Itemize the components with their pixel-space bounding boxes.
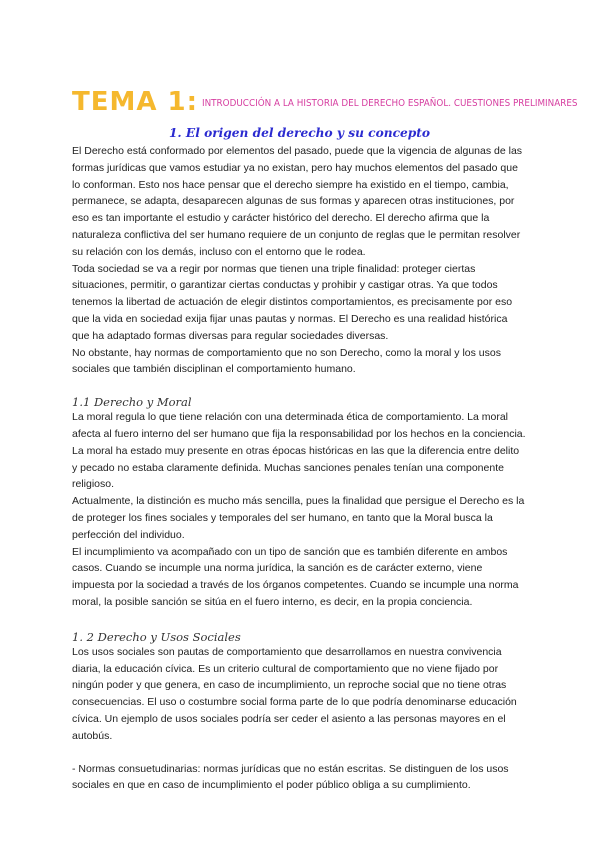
section-1-1-paragraph-2: Actualmente, la distinción es mucho más sencilla, pues la finalidad que persigue el Derecho es la de proteger los fines sociales y temporales del ser humano, en tanto que la Moral busca la perfección del individuo. bbox=[72, 495, 525, 541]
spacer bbox=[72, 378, 527, 395]
section-1-heading: 1. El origen del derecho y su concepto bbox=[168, 126, 431, 140]
section-1-1-paragraph-3: El incumplimiento va acompañado con un tipo de sanción que es también diferente en ambos casos. Cuando se incumple una norma jurídica, la sanción es de carácter externo, viene impuesta por la sociedad a través de los órganos competentes. Cuando se incumple una norma moral, la posible sanción se sitúa en el fuero interno, es decir, en la propia conciencia. bbox=[72, 545, 519, 608]
section-1-1-paragraph-1: La moral regula lo que tiene relación con una determinada ética de comportamiento. La moral afecta al fuero interno del ser humano que fija la responsabilidad por los hechos en la conciencia. La moral ha estado muy presente en otras épocas históricas en las que la diferencia entre delito y pecado no estaba claramente definida. Muchas sanciones penales tenían una componente religioso. bbox=[72, 411, 526, 491]
title-main: TEMA 1: bbox=[72, 87, 199, 117]
title-subtitle: INTRODUCCIÓN A LA HISTORIA DEL DERECHO ESPAÑOL. CUESTIONES PRELIMINARES bbox=[202, 98, 578, 109]
section-1-1-heading: 1.1 Derecho y Moral bbox=[72, 395, 192, 410]
section-1-2-paragraph-1: Los usos sociales son pautas de comportamiento que desarrollamos en nuestra convivencia diaria, la educación cívica. Es un criterio cultural de comportamiento que no viene fijado por ningún poder y que genera, en caso de incumplimiento, un reproche social que no tiene otras consecuencias. El uso o costumbre social forma parte de lo que podría denominarse educación cívica. Un ejemplo de usos sociales podría ser ceder el asiento a las personas mayores en el autobús. bbox=[72, 645, 517, 742]
section-1-2-heading: 1. 2 Derecho y Usos Sociales bbox=[72, 629, 241, 644]
section-1-paragraph-3: No obstante, hay normas de comportamiento que no son Derecho, como la moral y los usos sociales que también disciplinan el comportamiento humano. bbox=[72, 346, 501, 376]
spacer bbox=[72, 611, 527, 630]
document-title bbox=[72, 87, 578, 120]
section-1-paragraph-1: El Derecho está conformado por elementos del pasado, puede que la vigencia de algunas de las formas jurídicas que vamos estudiar ya no existan, pero hay muchos elementos del pasado que lo conforman. Esto nos hace pensar que el derecho siempre ha existido en el tiempo, cambia, permanece, se adapta, desaparecen algunas de sus formas y aparecen otras instituciones, por eso es tan importante el estudio y carácter histórico del derecho. El derecho afirma que la naturaleza conflictiva del ser humano requiere de un conjunto de reglas que le permitan resolver su relación con los demás, incluso con el entorno que le rodea. bbox=[72, 145, 523, 258]
section-1-2-note: - Normas consuetudinarias: normas jurídicas que no están escritas. Se distinguen de los usos sociales en que en caso de incumplimiento el poder público obliga a su cumplimiento. bbox=[72, 762, 509, 792]
spacer bbox=[72, 745, 527, 761]
section-1-paragraph-2: Toda sociedad se va a regir por normas que tienen una triple finalidad: proteger ciertas situaciones, permitir, o garantizar ciertas conductas y prohibir y castigar otras. Ya que todos tenemos la libertad de actuación de elegir distintos comportamientos, es precisamente por eso que la vida en sociedad exija fijar unas pautas y normas. El Derecho es una realidad histórica que ha adaptado formas diversas para regular sociedades diversas. bbox=[72, 262, 513, 342]
